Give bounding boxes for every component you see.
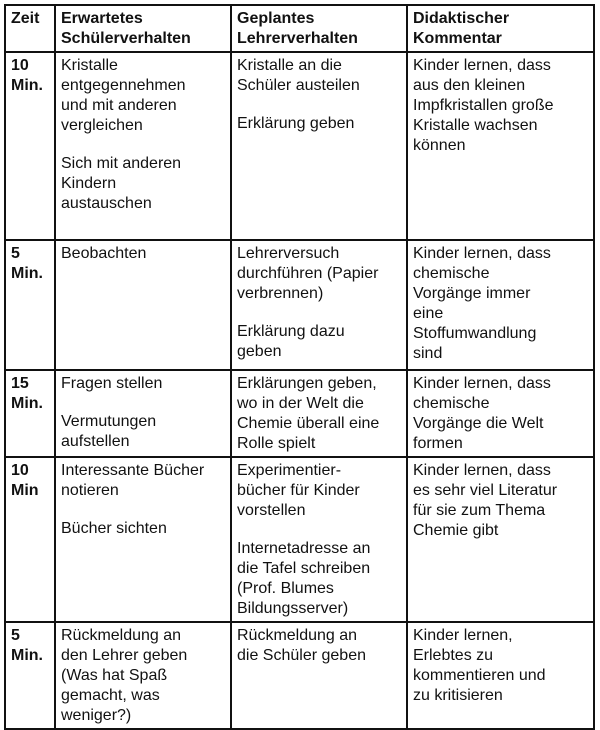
cell-lehrer [231,370,407,457]
kommentar-paragraph [413,244,588,364]
cell-schueler [55,370,231,457]
kommentar-paragraph [413,626,588,706]
lehrer-line: Chemie überall eine [237,415,380,432]
header-row [5,5,594,52]
schueler-line: Bücher sichten [61,520,167,537]
lehrer-line: geben [237,343,282,360]
schueler-line: vergleichen [61,117,143,134]
kommentar-line: Vorgänge immer [413,285,531,302]
lehrer-line: Internetadresse an [237,540,371,557]
kommentar-paragraph [413,56,588,156]
header-kommentar-line-2: Kommentar [413,30,502,47]
lehrer-paragraph [237,374,401,454]
schueler-line: Beobachten [61,245,147,262]
table-row [5,370,594,457]
schueler-line: Kindern [61,175,117,192]
kommentar-paragraph [413,461,588,541]
kommentar-line: zu kritisieren [413,687,503,704]
lehrer-line: durchführen (Papier [237,265,379,282]
zeit-line: 5 [11,627,20,644]
lehrer-paragraph [237,244,401,304]
lehrer-line: Schüler austeilen [237,77,360,94]
cell-zeit [5,52,55,240]
lehrer-line: Rückmeldung an [237,627,358,644]
lehrer-line: Experimentier- [237,462,342,479]
kommentar-line: formen [413,435,463,452]
header-schuelerverhalten [55,5,231,52]
zeit-line: 5 [11,245,20,262]
lesson-plan-table [4,4,595,730]
schueler-paragraph [61,56,225,136]
kommentar-line: Erlebtes zu [413,647,494,664]
header-schueler-line-2: Schülerverhalten [61,30,191,47]
schueler-line: und mit anderen [61,97,177,114]
kommentar-paragraph [413,374,588,454]
header-schueler-line-1: Erwartetes [61,10,143,27]
schueler-line: Rückmeldung an [61,627,182,644]
schueler-line: weniger?) [61,707,132,724]
kommentar-line: Stoffumwandlung [413,325,537,342]
table-row [5,52,594,240]
lehrer-paragraph [237,539,401,619]
kommentar-line: kommentieren und [413,667,546,684]
cell-lehrer [231,52,407,240]
lehrer-line: bücher für Kinder [237,482,360,499]
schueler-paragraph [61,626,225,726]
schueler-line: den Lehrer geben [61,647,188,664]
header-lehrer-line-2: Lehrerverhalten [237,30,358,47]
lehrer-line: Bildungsserver) [237,600,349,617]
lehrer-line: Kristalle an die [237,57,342,74]
kommentar-line: Kinder lernen, dass [413,245,551,262]
cell-kommentar [407,622,594,729]
kommentar-line: Kinder lernen, dass [413,57,551,74]
cell-kommentar [407,457,594,622]
lehrer-paragraph [237,626,401,666]
schueler-paragraph [61,244,225,264]
schueler-line: Kristalle [61,57,118,74]
cell-schueler [55,240,231,370]
schueler-line: Sich mit anderen [61,155,182,172]
zeit-line: Min. [11,647,43,664]
table-row [5,622,594,729]
kommentar-line: chemische [413,395,490,412]
zeit-line: Min [11,482,39,499]
zeit-line: Min. [11,395,43,412]
lehrer-line: verbrennen) [237,285,324,302]
lehrer-paragraph [237,322,401,362]
kommentar-line: aus den kleinen [413,77,526,94]
cell-schueler [55,52,231,240]
cell-kommentar [407,370,594,457]
schueler-paragraph [61,461,225,501]
cell-zeit [5,370,55,457]
header-kommentar-line-1: Didaktischer [413,10,510,27]
header-zeit-label: Zeit [11,10,40,27]
lehrer-line: Rolle spielt [237,435,316,452]
kommentar-line: Vorgänge die Welt [413,415,544,432]
lehrer-line: Erklärung geben [237,115,355,132]
cell-kommentar [407,240,594,370]
zeit-line: 10 [11,57,29,74]
cell-lehrer [231,240,407,370]
schueler-line: austauschen [61,195,152,212]
header-lehrer-line-1: Geplantes [237,10,315,27]
cell-zeit [5,457,55,622]
kommentar-line: Chemie gibt [413,522,499,539]
schueler-line: (Was hat Spaß [61,667,168,684]
kommentar-line: Kristalle wachsen [413,117,538,134]
cell-lehrer [231,622,407,729]
kommentar-line: es sehr viel Literatur [413,482,558,499]
cell-zeit [5,622,55,729]
schueler-paragraph [61,374,225,394]
kommentar-line: Kinder lernen, dass [413,375,551,392]
schueler-paragraph [61,412,225,452]
schueler-paragraph [61,154,225,214]
kommentar-line: können [413,137,466,154]
cell-kommentar [407,52,594,240]
table-row [5,457,594,622]
schueler-line: notieren [61,482,119,499]
lehrer-line: Erklärung dazu [237,323,345,340]
cell-zeit [5,240,55,370]
kommentar-line: sind [413,345,443,362]
lehrer-line: vorstellen [237,502,306,519]
cell-lehrer [231,457,407,622]
schueler-line: Vermutungen [61,413,157,430]
schueler-line: gemacht, was [61,687,160,704]
lehrer-line: die Tafel schreiben [237,560,371,577]
zeit-line: 15 [11,375,29,392]
lehrer-paragraph [237,56,401,96]
zeit-line: Min. [11,77,43,94]
zeit-line: Min. [11,265,43,282]
table-row [5,240,594,370]
cell-schueler [55,622,231,729]
lehrer-line: Lehrerversuch [237,245,340,262]
kommentar-line: Kinder lernen, dass [413,462,551,479]
schueler-line: aufstellen [61,433,130,450]
zeit-line: 10 [11,462,29,479]
lehrer-line: wo in der Welt die [237,395,364,412]
header-zeit [5,5,55,52]
lehrer-paragraph [237,114,401,134]
lehrer-line: (Prof. Blumes [237,580,334,597]
header-lehrerverhalten [231,5,407,52]
kommentar-line: chemische [413,265,490,282]
header-kommentar [407,5,594,52]
kommentar-line: eine [413,305,444,322]
kommentar-line: Kinder lernen, [413,627,513,644]
cell-schueler [55,457,231,622]
schueler-line: entgegennehmen [61,77,186,94]
schueler-line: Fragen stellen [61,375,163,392]
kommentar-line: Impfkristallen große [413,97,554,114]
lehrer-paragraph [237,461,401,521]
lehrer-line: die Schüler geben [237,647,366,664]
kommentar-line: für sie zum Thema [413,502,546,519]
schueler-line: Interessante Bücher [61,462,205,479]
schueler-paragraph [61,519,225,539]
lehrer-line: Erklärungen geben, [237,375,377,392]
